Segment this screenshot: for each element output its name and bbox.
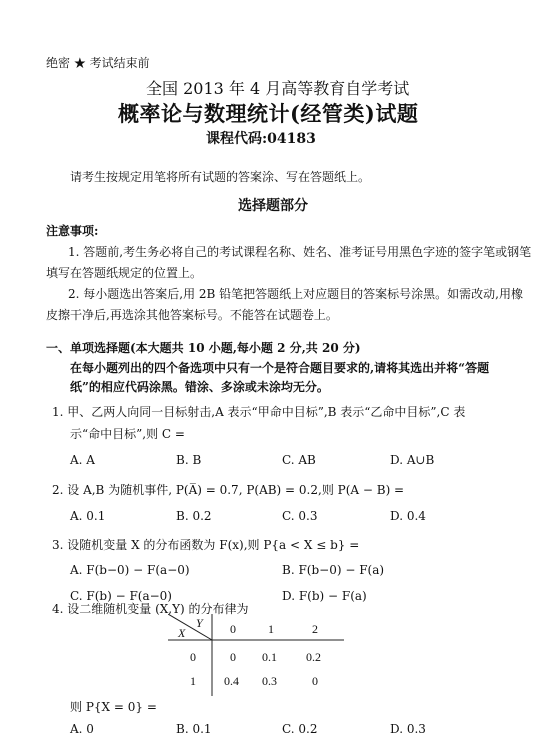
table-cell-0-0: 0 xyxy=(230,650,236,664)
section-heading: 一、单项选择题(本大题共 10 小题,每小题 2 分,共 20 分) xyxy=(46,341,361,355)
question-4-option-b: B. 0.1 xyxy=(176,722,212,736)
question-1-option-c: C. AB xyxy=(282,453,316,467)
general-instruction: 请考生按规定用笔将所有试题的答案涂、写在答题纸上。 xyxy=(70,170,371,184)
exam-title: 概率论与数理统计(经管类)试题 xyxy=(118,101,419,126)
question-1-option-b: B. B xyxy=(176,453,202,467)
table-col-header-1: 1 xyxy=(268,622,274,636)
question-2-option-d: D. 0.4 xyxy=(390,509,426,523)
notice-item-1-line-1: 1. 答题前,考生务必将自己的考试课程名称、姓名、准考证号用黑色字迹的签字笔或钢笔 xyxy=(68,245,532,259)
question-2-option-c: C. 0.3 xyxy=(282,509,318,523)
question-3-option-c: C. F(b) − F(a−0) xyxy=(70,589,172,603)
secrecy-label: 绝密 ★ 考试结束前 xyxy=(46,56,150,70)
table-cell-1-0: 0.4 xyxy=(224,674,239,688)
notice-item-2-line-2: 皮擦干净后,再选涂其他答案标号。不能答在试题卷上。 xyxy=(46,308,338,322)
question-1-line-1: 1. 甲、乙两人向同一目标射击,A 表示“甲命中目标”,B 表示“乙命中目标”,C 表 xyxy=(52,405,466,419)
table-row-label-1: 1 xyxy=(190,674,196,688)
question-3-stem: 3. 设随机变量 X 的分布函数为 F(x),则 P{a < X ≤ b} = xyxy=(52,538,360,552)
course-code: 课程代码:04183 xyxy=(206,131,316,147)
table-corner-y: Y xyxy=(196,616,203,630)
question-3-option-a: A. F(b−0) − F(a−0) xyxy=(70,563,190,577)
table-col-header-0: 0 xyxy=(230,622,236,636)
question-1-option-a: A. A xyxy=(70,453,95,467)
table-corner-x: X xyxy=(178,626,186,640)
question-4-question: 则 P{X = 0} = xyxy=(70,700,157,714)
table-cell-0-2: 0.2 xyxy=(306,650,321,664)
question-1-line-2: 示“命中目标”,则 C = xyxy=(70,427,185,441)
table-cell-1-1: 0.3 xyxy=(262,674,277,688)
question-2-stem: 2. 设 A,B 为随机事件, P(A̅) = 0.7, P(AB) = 0.2,则 P(A − B) = xyxy=(52,483,405,497)
question-4-option-c: C. 0.2 xyxy=(282,722,318,736)
part-title: 选择题部分 xyxy=(238,198,308,214)
question-4-option-a: A. 0 xyxy=(70,722,94,736)
section-description-line-2: 纸”的相应代码涂黑。错涂、多涂或未涂均无分。 xyxy=(70,380,329,394)
distribution-table xyxy=(168,614,344,696)
question-3-option-b: B. F(b−0) − F(a) xyxy=(282,563,385,577)
question-2-option-a: A. 0.1 xyxy=(70,509,106,523)
question-4-option-d: D. 0.3 xyxy=(390,722,426,736)
question-4-stem: 4. 设二维随机变量 (X,Y) 的分布律为 xyxy=(52,602,249,616)
notice-item-2-line-1: 2. 每小题选出答案后,用 2B 铅笔把答题纸上对应题目的答案标号涂黑。如需改动,用橡 xyxy=(68,287,523,301)
notice-item-1-line-2: 填写在答题纸规定的位置上。 xyxy=(46,266,203,280)
notice-heading: 注意事项: xyxy=(46,224,99,238)
table-cell-1-2: 0 xyxy=(312,674,318,688)
exam-subtitle: 全国 2013 年 4 月高等教育自学考试 xyxy=(146,79,410,98)
table-row-label-0: 0 xyxy=(190,650,196,664)
section-description-line-1: 在每小题列出的四个备选项中只有一个是符合题目要求的,请将其选出并将“答题 xyxy=(70,361,490,375)
table-cell-0-1: 0.1 xyxy=(262,650,277,664)
question-1-option-d: D. A∪B xyxy=(390,453,435,467)
question-2-option-b: B. 0.2 xyxy=(176,509,212,523)
question-3-option-d: D. F(b) − F(a) xyxy=(282,589,367,603)
table-col-header-2: 2 xyxy=(312,622,318,636)
